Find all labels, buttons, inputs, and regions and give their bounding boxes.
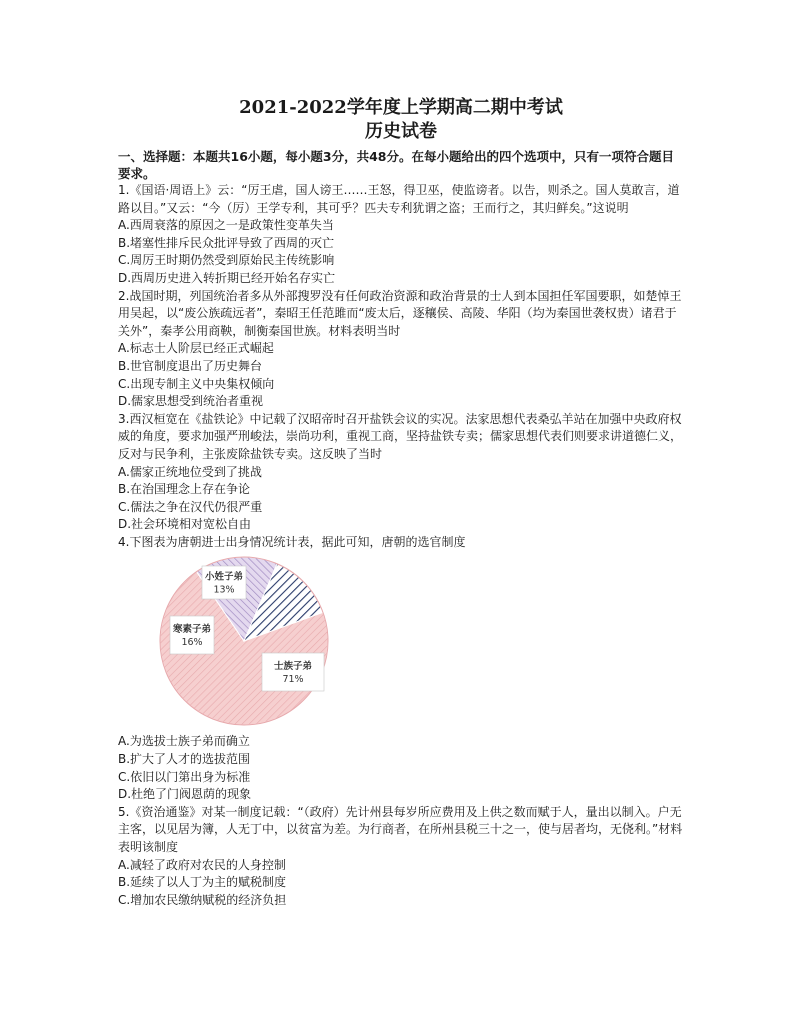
section-heading: 一、选择题：本题共16小题，每小题3分，共48分。在每小题给出的四个选项中，只有一项符合题目要求。 bbox=[118, 149, 674, 181]
option-a: A.西周衰落的原因之一是政策性变革失当 bbox=[118, 218, 334, 233]
option-c: C.儒法之争在汉代仍很严重 bbox=[118, 499, 263, 514]
question-stem: 5.《资治通鉴》对某一制度记载：“（政府）先计州县每岁所应费用及上供之数而赋于人，量出以制入。户无主客，以见居为簿，人无丁中，以贫富为差。为行商者，在所州县税三十之一，使与居者均，无侥利。”材料表明该制度 bbox=[118, 804, 683, 855]
pie-chart bbox=[118, 551, 684, 733]
question-2 bbox=[118, 288, 684, 411]
option-b: B.延续了以人丁为主的赋税制度 bbox=[118, 875, 287, 890]
question-stem: 4.下图表为唐朝进士出身情况统计表，据此可知，唐朝的选官制度 bbox=[118, 534, 466, 549]
question-stem: 2.战国时期，列国统治者多从外部搜罗没有任何政治资源和政治背景的士人到本国担任军国要职，如楚悼王用吴起，以“废公族疏远者”，秦昭王任范雎而“废太后，逐穰侯、高陵、华阳（均为秦国世袭权贵）诸君于关外”，秦孝公用商鞅，制衡秦国世族。材料表明当时 bbox=[118, 288, 682, 338]
option-d: D.西周历史进入转折期已经开始名存实亡 bbox=[118, 270, 336, 285]
pie-label-xiaoxing-value: 13% bbox=[213, 584, 235, 596]
pie-label-hansu: 寒素子弟 bbox=[172, 624, 212, 636]
question-4 bbox=[118, 534, 684, 804]
option-d: D.儒家思想受到统治者重视 bbox=[118, 394, 264, 409]
option-c: C.增加农民缴纳赋税的经济负担 bbox=[118, 892, 287, 907]
pie-label-shizu-value: 71% bbox=[282, 674, 304, 686]
option-a: A.减轻了政府对农民的人身控制 bbox=[118, 857, 286, 872]
exam-title: 2021-2022学年度上学期高二期中考试 bbox=[239, 97, 563, 118]
option-b: B.堵塞性排斥民众批评导致了西周的灭亡 bbox=[118, 235, 335, 250]
pie-label-xiaoxing: 小姓子弟 bbox=[204, 571, 244, 583]
question-1 bbox=[118, 182, 684, 288]
option-d: D.杜绝了门阀恩荫的现象 bbox=[118, 787, 252, 802]
option-a: A.标志士人阶层已经正式崛起 bbox=[118, 341, 274, 356]
pie-chart-svg bbox=[144, 553, 354, 731]
question-stem: 3.西汉桓宽在《盐铁论》中记载了汉昭帝时召开盐铁会议的实况。法家思想代表桑弘羊站在加强中央政府权威的角度，要求加强严刑峻法，崇尚功利，重视工商，坚持盐铁专卖；儒家思想代表们则要求讲道德仁义，反对与民争利，主张废除盐铁专卖。这反映了当时 bbox=[118, 411, 683, 461]
pie-label-hansu-value: 16% bbox=[181, 637, 203, 649]
option-b: B.世官制度退出了历史舞台 bbox=[118, 358, 263, 373]
question-stem: 1.《国语·周语上》云：“厉王虐，国人谤王……王怒，得卫巫，使监谤者。以告，则杀之。国人莫敢言，道路以目。”又云：“今（厉）王学专利，其可乎？匹夫专利犹谓之盗；王而行之，其归鲜矣。”这说明 bbox=[118, 183, 680, 215]
option-c: C.依旧以门第出身为标准 bbox=[118, 769, 251, 784]
question-5 bbox=[118, 804, 684, 910]
option-d: D.社会环境相对宽松自由 bbox=[118, 517, 252, 532]
pie-label-shizu: 士族子弟 bbox=[273, 661, 313, 673]
option-a: A.儒家正统地位受到了挑战 bbox=[118, 464, 262, 479]
question-3 bbox=[118, 411, 684, 534]
option-c: C.周厉王时期仍然受到原始民主传统影响 bbox=[118, 253, 335, 268]
pie-label-shizu-box bbox=[262, 653, 324, 691]
option-c: C.出现专制主义中央集权倾向 bbox=[118, 376, 275, 391]
option-a: A.为选拔士族子弟而确立 bbox=[118, 734, 250, 749]
pie-label-hansu-box bbox=[170, 616, 214, 654]
option-b: B.扩大了人才的选拔范围 bbox=[118, 752, 251, 767]
exam-page bbox=[118, 96, 684, 909]
option-b: B.在治国理念上存在争论 bbox=[118, 482, 251, 497]
exam-subtitle: 历史试卷 bbox=[365, 121, 437, 142]
